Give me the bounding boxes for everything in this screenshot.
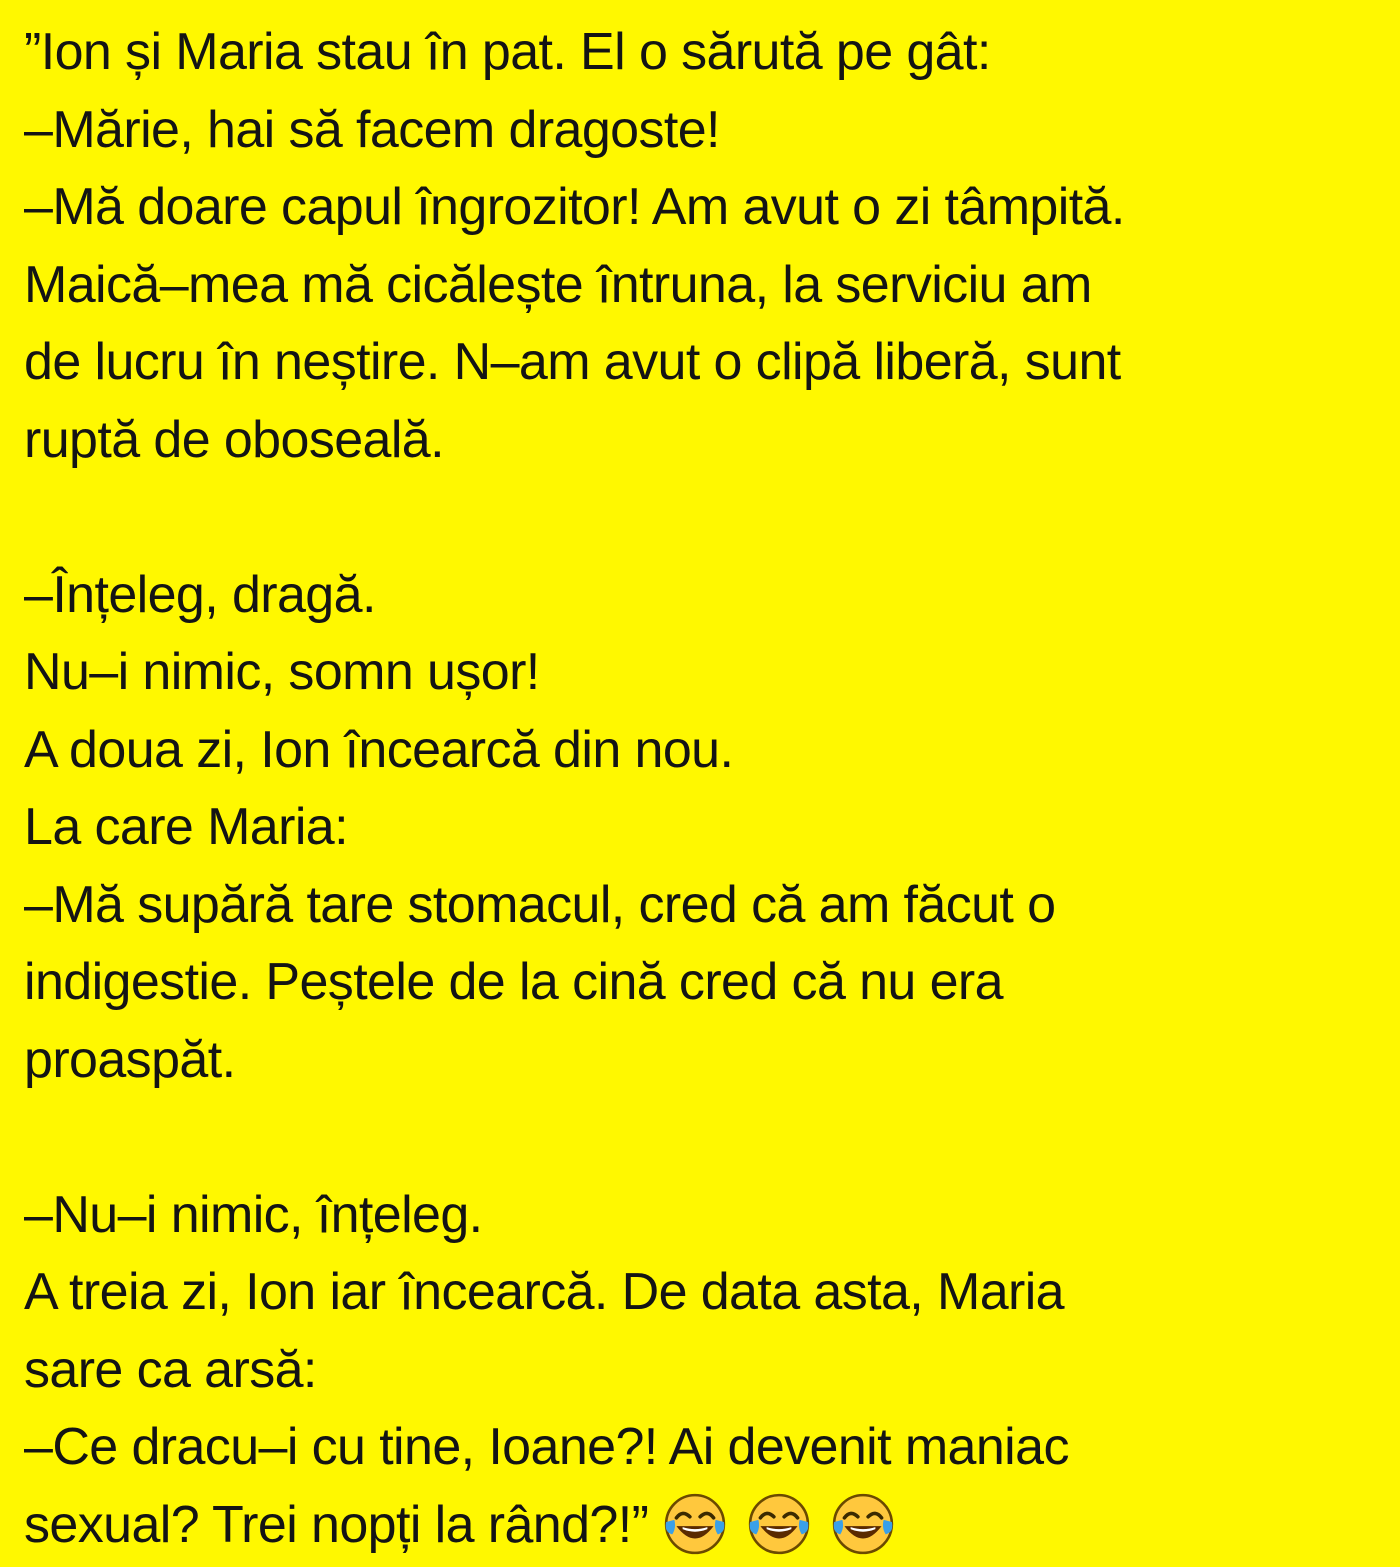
joke-line: proaspăt. [24, 1030, 236, 1089]
joke-line-text: sexual? Trei nopți la rând?!” [24, 1495, 649, 1554]
joke-line: Nu–i nimic, somn ușor! [24, 643, 540, 701]
joke-line: ruptă de oboseală. [24, 410, 444, 469]
blank-line [24, 479, 1384, 557]
joke-line: –Înțeleg, dragă. [24, 565, 376, 624]
emoji-row [662, 1483, 900, 1561]
joke-line: La care Maria: [24, 798, 348, 856]
face-with-tears-of-joy-icon [746, 1491, 812, 1557]
joke-last-line [24, 1487, 1384, 1565]
joke-line: –Mărie, hai să facem dragoste! [24, 100, 720, 159]
joke-line: –Nu–i nimic, înțeleg. [24, 1185, 483, 1244]
joke-line: A doua zi, Ion încearcă din nou. [24, 720, 734, 779]
joke-line: –Mă supără tare stomacul, cred că am făcut o [24, 875, 1056, 934]
face-with-tears-of-joy-icon [662, 1491, 728, 1557]
joke-line: sare ca arsă: [24, 1340, 317, 1399]
face-with-tears-of-joy-icon [830, 1491, 896, 1557]
joke-text [24, 14, 1384, 1564]
joke-line: ”Ion și Maria stau în pat. El o sărută pe gât: [24, 23, 991, 81]
joke-line: A treia zi, Ion iar încearcă. De data asta, Maria [24, 1263, 1065, 1321]
joke-line: –Ce dracu–i cu tine, Ioane?! Ai devenit maniac [24, 1418, 1069, 1476]
joke-line: –Mă doare capul îngrozitor! Am avut o zi tâmpită. [24, 178, 1125, 236]
joke-line: Maică–mea mă cicălește întruna, la serviciu am [24, 255, 1092, 314]
joke-line: indigestie. Peștele de la cină cred că nu era [24, 953, 1003, 1011]
joke-line: de lucru în neștire. N–am avut o clipă liberă, sunt [24, 333, 1121, 391]
blank-line [24, 1099, 1384, 1177]
